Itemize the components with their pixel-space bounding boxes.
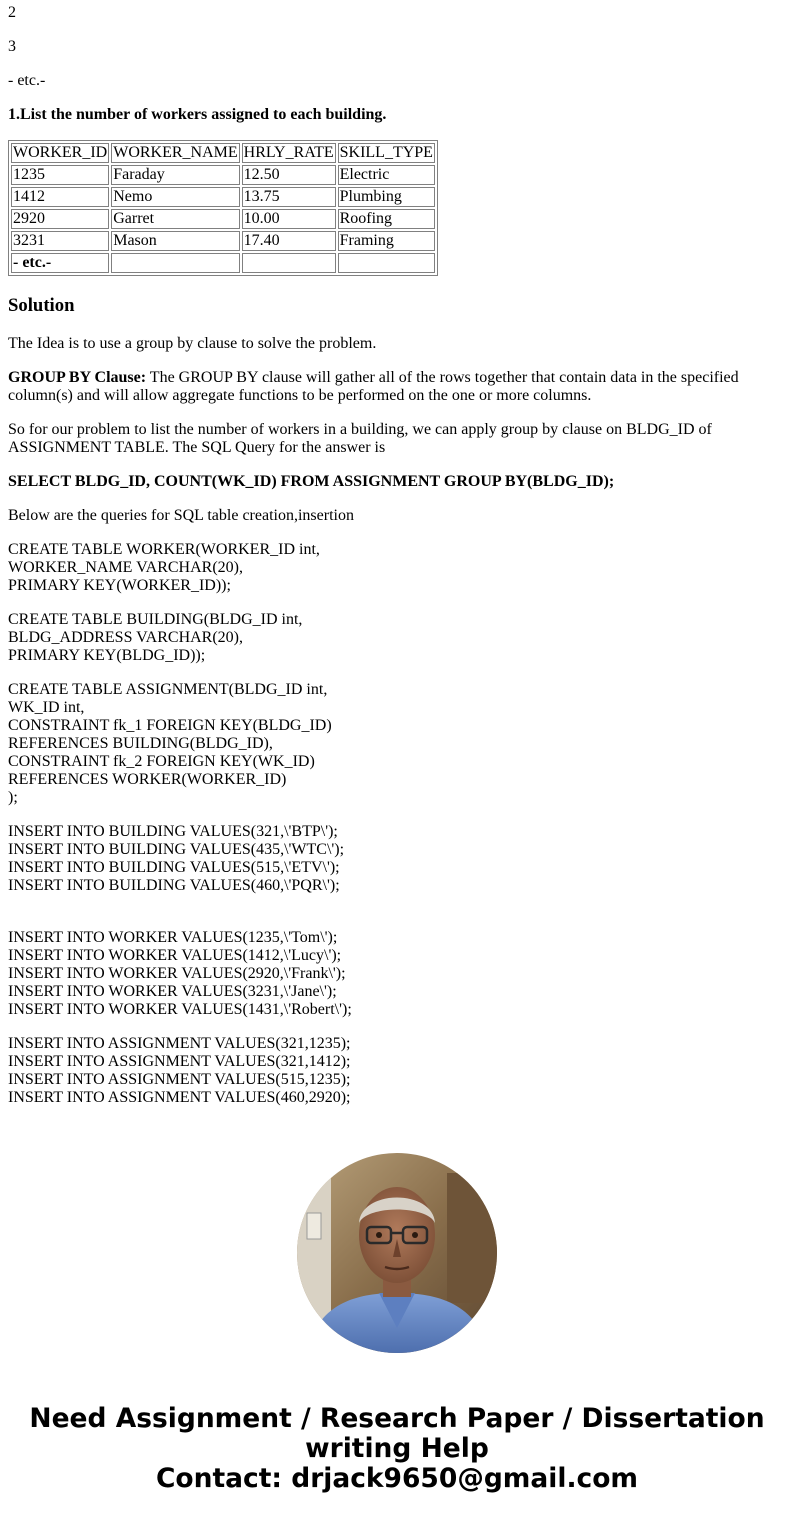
line-etc: - etc.- — [8, 72, 46, 89]
table-cell: 1412 — [11, 187, 109, 207]
insert-worker-sql: INSERT INTO WORKER VALUES(1235,\'Tom\'); INSERT INTO WORKER VALUES(1412,\'Lucy\'); INSERT INTO WORKER VALUES(2920,\'Frank\'); INSERT INTO WORKER VALUES(3231,\'Jane\'); INSERT INTO WORKER VALUES(1431,\'Robert\'); — [8, 929, 352, 1018]
table-cell: Framing — [338, 231, 435, 251]
below-text: Below are the queries for SQL table creation,insertion — [8, 507, 354, 524]
approach-paragraph: So for our problem to list the number of workers in a building, we can apply group by clause on BLDG_ID of ASSIGNMENT TABLE. The SQL Query for the answer is — [8, 421, 712, 456]
table-cell: 13.75 — [242, 187, 336, 207]
table-cell: Plumbing — [338, 187, 435, 207]
table-cell: Electric — [338, 165, 435, 185]
table-cell: 2920 — [11, 209, 109, 229]
table-cell: HRLY_RATE — [243, 144, 334, 161]
create-worker-sql: CREATE TABLE WORKER(WORKER_ID int, WORKER_NAME VARCHAR(20), PRIMARY KEY(WORKER_ID)); — [8, 541, 320, 594]
groupby-paragraph — [8, 369, 778, 405]
sql-query: SELECT BLDG_ID, COUNT(WK_ID) FROM ASSIGNMENT GROUP BY(BLDG_ID); — [8, 473, 615, 490]
author-avatar — [297, 1153, 497, 1353]
insert-assignment-sql: INSERT INTO ASSIGNMENT VALUES(321,1235); INSERT INTO ASSIGNMENT VALUES(321,1412); INSERT INTO ASSIGNMENT VALUES(515,1235); INSERT INTO ASSIGNMENT VALUES(460,2920); — [8, 1035, 351, 1106]
table-cell: 10.00 — [242, 209, 336, 229]
table-row — [11, 165, 435, 185]
table-cell: Nemo — [111, 187, 239, 207]
table-cell: SKILL_TYPE — [339, 144, 433, 161]
question-heading: 1.List the number of workers assigned to each building. — [8, 106, 387, 123]
table-cell: 1235 — [11, 165, 109, 185]
solution-heading: Solution — [8, 295, 75, 316]
table-cell — [242, 253, 336, 273]
table-row — [11, 231, 435, 251]
table-cell: Garret — [111, 209, 239, 229]
table-cell — [111, 253, 239, 273]
table-cell: 17.40 — [242, 231, 336, 251]
line-3: 3 — [8, 38, 16, 55]
groupby-text: The GROUP BY clause will gather all of the rows together that contain data in the specified column(s) and will allow aggregate functions to be performed on the one or more columns. — [8, 369, 739, 404]
table-row — [11, 187, 435, 207]
table-cell: 3231 — [11, 231, 109, 251]
table-cell: Roofing — [338, 209, 435, 229]
groupby-label: GROUP BY Clause: — [8, 369, 147, 386]
table-cell: WORKER_NAME — [113, 144, 238, 161]
author-photo — [297, 1153, 497, 1353]
footer-banner — [0, 1404, 794, 1494]
footer-line-1: Need Assignment / Research Paper / Dissertation — [29, 1403, 765, 1434]
footer-line-2: writing Help — [305, 1433, 489, 1464]
create-assignment-sql: CREATE TABLE ASSIGNMENT(BLDG_ID int, WK_ID int, CONSTRAINT fk_1 FOREIGN KEY(BLDG_ID) REFERENCES BUILDING(BLDG_ID), CONSTRAINT fk_2 FOREIGN KEY(WK_ID) REFERENCES WORKER(WORKER_ID) ); — [8, 681, 332, 806]
table-cell: Mason — [111, 231, 239, 251]
table-cell: WORKER_ID — [13, 144, 108, 161]
worker-table — [8, 140, 438, 276]
footer-line-3: Contact: drjack9650@gmail.com — [155, 1463, 639, 1494]
table-cell: Faraday — [111, 165, 239, 185]
table-cell: 12.50 — [242, 165, 336, 185]
table-cell: - etc.- — [11, 253, 109, 273]
solution-idea: The Idea is to use a group by clause to solve the problem. — [8, 335, 377, 352]
table-cell — [338, 253, 435, 273]
line-2: 2 — [8, 4, 16, 21]
table-row — [11, 253, 435, 273]
table-header-row — [11, 143, 435, 163]
table-row — [11, 209, 435, 229]
create-building-sql: CREATE TABLE BUILDING(BLDG_ID int, BLDG_ADDRESS VARCHAR(20), PRIMARY KEY(BLDG_ID)); — [8, 611, 303, 664]
insert-building-sql: INSERT INTO BUILDING VALUES(321,\'BTP\'); INSERT INTO BUILDING VALUES(435,\'WTC\'); INSERT INTO BUILDING VALUES(515,\'ETV\'); INSERT INTO BUILDING VALUES(460,\'PQR\'); — [8, 823, 345, 894]
